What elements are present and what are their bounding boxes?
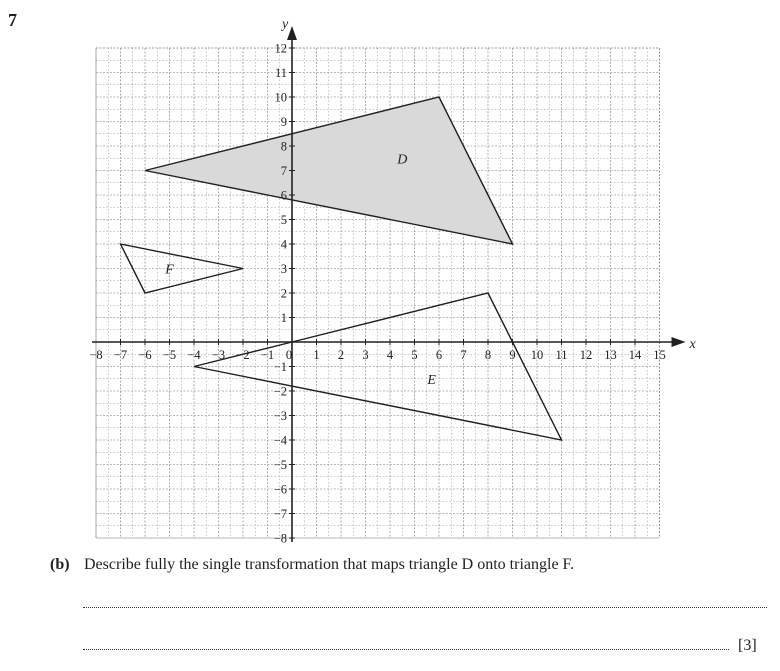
y-tick-label: −8	[273, 531, 287, 545]
shape-label-e: E	[427, 372, 436, 388]
x-tick-label: 7	[460, 348, 467, 362]
y-tick-label: 10	[274, 90, 287, 105]
x-tick-label: 11	[555, 348, 568, 362]
x-tick-label: 14	[628, 348, 642, 362]
y-tick-label: 9	[280, 115, 287, 129]
y-tick-label: −1	[273, 360, 287, 374]
question-part-b	[50, 556, 574, 574]
x-tick-label: 3	[362, 348, 369, 362]
question-number: 7	[8, 10, 17, 30]
y-tick-label: −3	[273, 409, 287, 423]
x-tick-label: 6	[435, 348, 443, 362]
y-tick-label: 7	[280, 164, 287, 178]
y-tick-label: −4	[273, 433, 287, 448]
y-tick-label: 11	[274, 66, 287, 80]
x-tick-label: 10	[530, 348, 544, 362]
y-tick-label: 3	[280, 262, 287, 276]
y-tick-label: 1	[280, 311, 287, 325]
x-tick-label: −4	[187, 348, 201, 362]
y-tick-label: −5	[273, 458, 287, 472]
x-tick-label: −2	[236, 348, 250, 362]
y-tick-label: 4	[280, 237, 287, 252]
shape-label-f: F	[165, 262, 174, 278]
y-tick-label: −6	[273, 482, 287, 497]
x-tick-label: 13	[604, 348, 617, 362]
x-tick-label: 5	[411, 348, 418, 362]
x-tick-label: 9	[509, 348, 516, 362]
question-text: Describe fully the single transformation that maps triangle D onto triangle F.	[84, 556, 575, 573]
x-tick-label: −1	[260, 348, 275, 362]
y-tick-label: 2	[280, 286, 287, 301]
y-tick-label: 8	[280, 139, 287, 154]
y-axis-arrow	[287, 26, 297, 40]
x-tick-label: 0	[285, 348, 293, 362]
y-tick-label: −7	[273, 507, 287, 521]
shape-label-d: D	[397, 152, 408, 168]
y-tick-label: 5	[280, 213, 287, 227]
y-axis-label: y	[282, 17, 289, 32]
x-axis-arrow	[672, 337, 686, 347]
x-tick-label: −3	[211, 348, 226, 362]
marks-label: [3]	[738, 637, 757, 654]
part-label: (b)	[50, 556, 70, 573]
x-tick-label: 15	[653, 348, 666, 362]
y-tick-label: 6	[280, 188, 287, 203]
x-tick-label: 12	[579, 348, 593, 362]
x-tick-label: −8	[89, 348, 103, 362]
y-tick-label: 12	[274, 41, 287, 56]
x-tick-label: −5	[162, 348, 177, 362]
answer-line-1[interactable]	[83, 607, 767, 608]
y-tick-label: −2	[273, 384, 287, 399]
x-tick-label: 4	[386, 348, 394, 362]
x-tick-label: −7	[113, 348, 128, 362]
x-tick-label: 2	[337, 348, 345, 362]
x-tick-label: 8	[484, 348, 492, 362]
x-tick-label: 1	[313, 348, 320, 362]
x-axis-label: x	[689, 337, 696, 352]
answer-line-2[interactable]	[83, 649, 729, 650]
x-tick-label: −6	[138, 348, 152, 362]
